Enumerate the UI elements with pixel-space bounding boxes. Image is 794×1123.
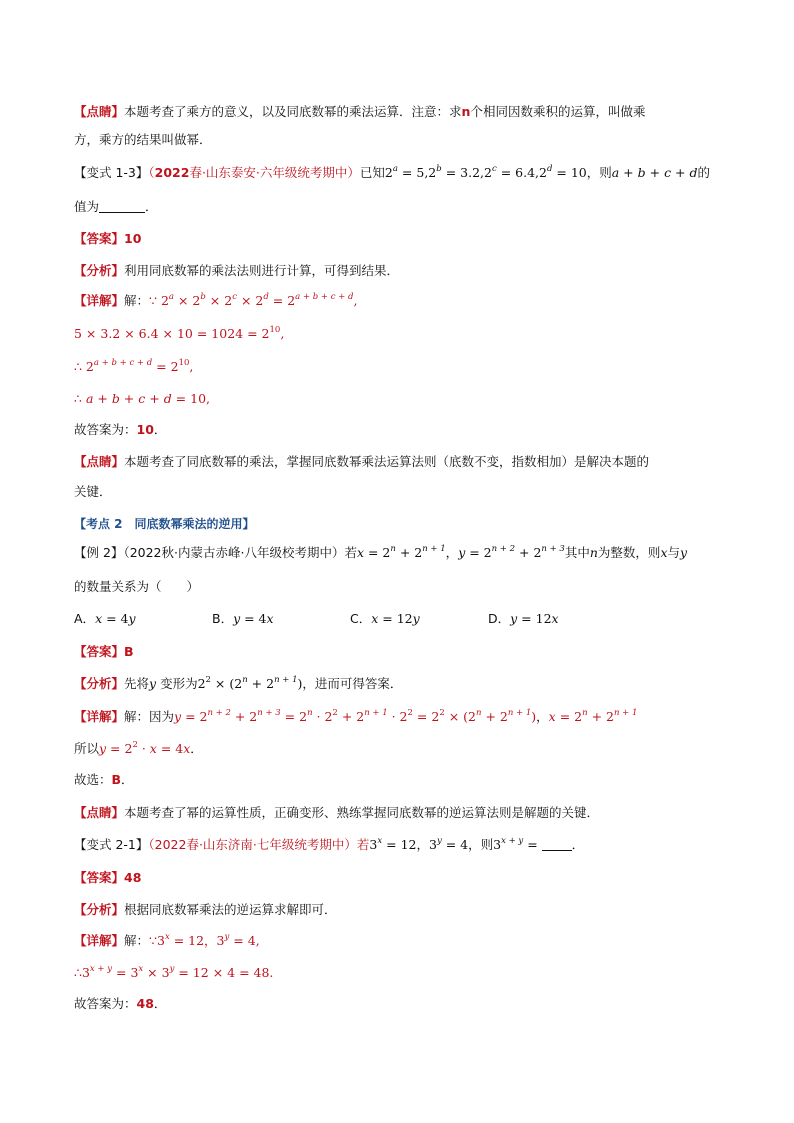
variant-tail: 的 [697,165,711,180]
detail-3-line-2: $\therefore 3^{x + y} = 3^x \times 3^y = 12 \times 4 = 48$. [74,964,274,980]
dianjing-line-2: 方，乘方的结果叫做幂． [74,132,212,147]
dianjing-tag: 【点睛】 [74,104,125,119]
example-2-line-2: 的数量关系为（ ） [74,579,200,594]
answer-blank [99,200,145,213]
detail-3-line-1: 【详解】解：$\because 3^x = 12$，$3^y = 4$, [74,932,260,948]
dianjing-text-cont: 个相同因数乘积的运算，叫做乘 [470,104,646,119]
option-c: C．x = 12y [350,611,420,626]
variant-source: （2022春·山东泰安·六年级统考期中） [148,165,360,180]
final-1: 故答案为：10． [74,422,167,437]
options-row [74,610,626,628]
dianjing-text: 本题考查了乘方的意义，以及同底数幂的乘法运算．注意：求 [124,104,462,119]
analysis-3: 【分析】根据同底数幂乘法的逆运算求解即可． [74,902,337,917]
variant-tag: 【变式 1-3】 [74,165,149,180]
detail-1-line-3: ∴ $2^{a + b + c + d} = 2^{10}$, [74,358,194,374]
section-heading: 【考点 2 同底数幂乘法的逆用】 [74,517,255,531]
final-3: 故答案为：48． [74,996,167,1011]
answer-value: 10 [124,231,142,246]
detail-1-line-4: ∴ a + b + c + d = 10, [74,391,211,406]
final-2: 故选：B． [74,772,134,787]
variant-pre: 已知 [359,165,385,180]
dianjing-2-line-1: 【点睛】本题考查了同底数幂的乘法，掌握同底数幂乘法运算法则（底数不变，指数相加）是解决本题的 [74,454,650,469]
detail-1-line-2: $5 \times 3.2 \times 6.4 \times 10 = 1024 = 2^{10}$, [74,325,285,341]
variant-1-3-line-1: 【变式 1-3】（2022春·山东泰安·六年级统考期中）已知$2^a = 5,2^b = 3.2,2^c = 6.4,2^d = 10$，则a + b + c + d的 [74,164,711,180]
answer-3: 【答案】48 [74,870,142,885]
dianjing-2-line-2: 关键． [74,484,112,499]
analysis-1: 【分析】利用同底数幂的乘法法则进行计算，可得到结果． [74,263,400,278]
dianjing-n: n [461,104,471,119]
option-a: A．x = 4y [74,611,136,626]
option-b: B．y = 4x [212,611,274,626]
equation: ∵ $2^a \times 2^b \times 2^c \times 2^d = 2^{a + b + c + d}$, [149,292,358,308]
dianjing-3: 【点睛】本题考查了幂的运算性质，正确变形、熟练掌握同底数幂的逆运算法则是解题的关键． [74,805,600,820]
dianjing-line-1 [74,103,645,121]
variant-1-3-line-2: 值为 ． [74,199,158,214]
variant-formula: $2^a = 5,2^b = 3.2,2^c = 6.4,2^d = 10$ [384,164,587,180]
analysis-2: 【分析】先将y 变形为$2^2 \times (2^n + 2^{n + 1})$，进而可得答案． [74,675,403,691]
detail-2-line-1: 【详解】解：因为$y = 2^{n + 2} + 2^{n + 3} = 2^n \cdot 2^2 + 2^{n + 1} \cdot 2^2 = 2^2 \times (2^n + 2^{n + 1})$，$x = 2^n + 2^{n + 1}$ [74,708,638,724]
answer-1: 【答案】10 [74,231,142,246]
example-2-line-1: 【例 2】（2022秋·内蒙古赤峰·八年级校考期中）若$x = 2^n + 2^{n + 1}$，$y = 2^{n + 2} + 2^{n + 3}$其中n为整数，则x与y [74,544,688,560]
variant-2-1: 【变式 2-1】（2022春·山东济南·七年级统考期中）若$3^x = 12$，$3^y = 4$，则$3^{x + y}$ = ． [74,836,585,852]
detail-2-line-2: 所以$y = 2^2 \cdot x = 4x$． [74,740,203,756]
answer-2: 【答案】B [74,644,134,659]
answer-blank [542,838,572,851]
option-d: D．y = 12x [488,611,559,626]
variant-sum: a [611,165,620,180]
detail-1-line-1: 【详解】解：∵ $2^a \times 2^b \times 2^c \times 2^d = 2^{a + b + c + d}$, [74,292,358,308]
